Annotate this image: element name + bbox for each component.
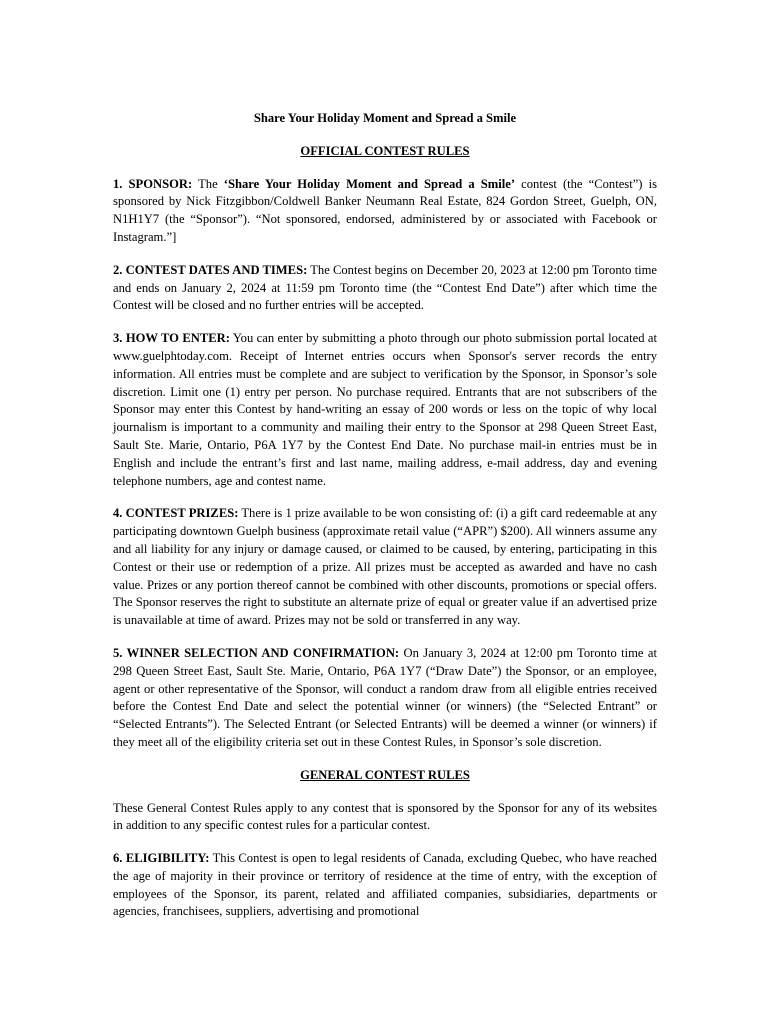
section-lead: 5. WINNER SELECTION AND CONFIRMATION: <box>113 645 400 660</box>
section-lead: 6. ELIGIBILITY: <box>113 851 210 866</box>
section-sponsor <box>113 176 657 247</box>
document-body <box>113 110 657 936</box>
official-rules-heading: OFFICIAL CONTEST RULES <box>300 143 470 158</box>
section-pre-text: The <box>192 176 224 191</box>
section-eligibility <box>113 850 657 921</box>
section-lead: 1. SPONSOR: <box>113 176 193 191</box>
section-lead: 3. HOW TO ENTER: <box>113 331 230 346</box>
section-text: The Contest begins on December 20, 2023 at 12:00 pm Toronto time and ends on January 2, 2024 at 11:59 pm Toronto time (the “Contest End Date”) after which time the Contest will be closed and no further entries will be accepted. <box>113 262 657 313</box>
section-text: This Contest is open to legal residents of Canada, excluding Quebec, who have reached the age of majority in their province or territory of residence at the time of entry, with the exception of employees of the Sponsor, its parent, related and affiliated companies, subsidiaries, departments or agencies, franchisees, suppliers, advertising and promotional <box>113 851 657 919</box>
section-lead: 2. CONTEST DATES AND TIMES: <box>113 262 308 277</box>
contest-name: ‘Share Your Holiday Moment and Spread a Smile’ <box>223 176 516 191</box>
section-contest-dates <box>113 262 657 315</box>
section-text: You can enter by submitting a photo through our photo submission portal located at www.guelphtoday.com. Receipt of Internet entries occurs when Sponsor's server records the entry information. All entries must be complete and are subject to verification by the Sponsor, in Sponsor’s sole discretion. Limit one (1) entry per person. No purchase required. Entrants that are not subscribers of the Sponsor may enter this Contest by hand-writing an essay of 200 words or less on the topic of why local journalism is important to a community and mailing their entry to the Sponsor at 298 Queen Street East, Sault Ste. Marie, Ontario, P6A 1Y7 by the Contest End Date. No purchase mail-in entries must be in English and include the entrant’s first and last name, mailing address, e-mail address, day and evening telephone numbers, age and contest name. <box>113 331 657 488</box>
section-text: There is 1 prize available to be won consisting of: (i) a gift card redeemable at any participating downtown Guelph business (approximate retail value (“APR”) $200). All winners assume any and all liability for any injury or damage caused, or claimed to be caused, by entering, participating in this Contest or their use or redemption of a prize. All prizes must be accepted as awarded and have no cash value. Prizes or any portion thereof cannot be combined with other discounts, promotions or special offers. The Sponsor reserves the right to substitute an alternate prize of equal or greater value if an advertised prize is unavailable at time of award. Prizes may not be sold or transferred in any way. <box>113 506 657 628</box>
section-lead: 4. CONTEST PRIZES: <box>113 506 239 521</box>
section-text: On January 3, 2024 at 12:00 pm Toronto time at 298 Queen Street East, Sault Ste. Marie, Ontario, P6A 1Y7 (“Draw Date”) the Sponsor, or an employee, agent or other representative of the Sponsor, will conduct a random draw from all eligible entries received before the Contest End Date and select the potential winner (or winners) (the “Selected Entrant” or “Selected Entrants”). The Selected Entrant (or Selected Entrants) will be deemed a winner (or winners) if they meet all of the eligibility criteria set out in these Contest Rules, in Sponsor’s sole discretion. <box>113 645 657 749</box>
section-winner-selection <box>113 645 657 752</box>
section-how-to-enter <box>113 330 657 490</box>
section-text: contest (the “Contest”) is sponsored by Nick Fitzgibbon/Coldwell Banker Neumann Real Estate, 824 Gordon Street, Guelph, ON, N1H1Y7 (the “Sponsor”). “Not sponsored, endorsed, administered by or associated with Facebook or Instagram.”] <box>113 176 657 244</box>
general-rules-heading: GENERAL CONTEST RULES <box>300 767 470 782</box>
document-title: Share Your Holiday Moment and Spread a Smile <box>253 111 517 125</box>
general-rules-intro: These General Contest Rules apply to any contest that is sponsored by the Sponsor for any of its websites in addition to any specific contest rules for a particular contest. <box>113 800 657 833</box>
section-contest-prizes <box>113 505 657 630</box>
